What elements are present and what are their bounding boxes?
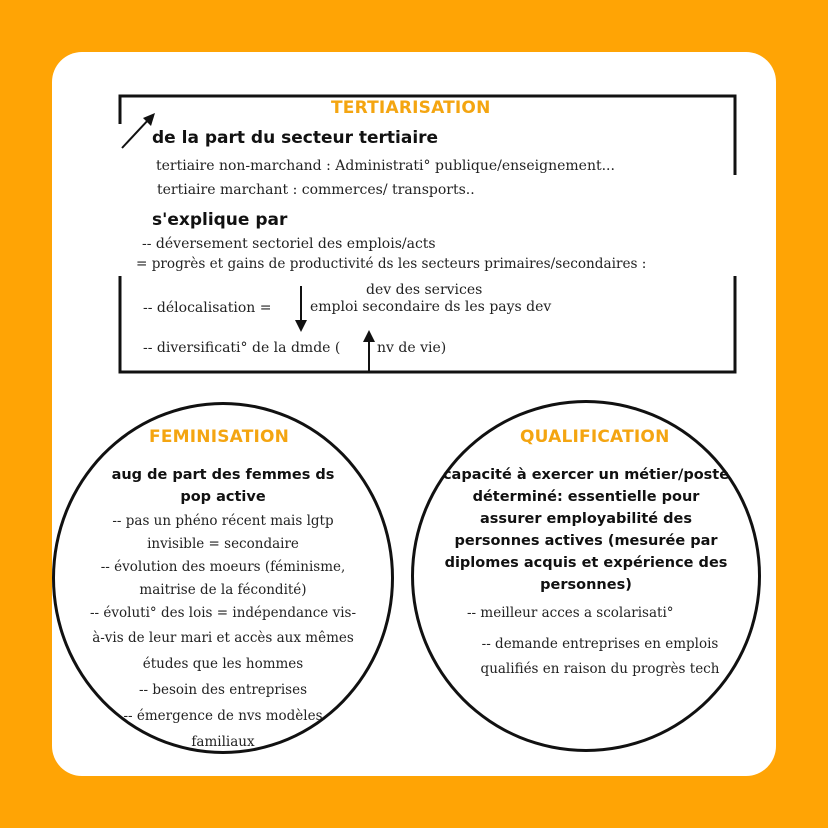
qualification-heading-line: personnes): [540, 577, 632, 593]
list-item: -- émergence de nvs modèles: [123, 708, 323, 724]
tertiarisation-heading: de la part du secteur tertiaire: [152, 128, 439, 148]
cause-deversement: -- déversement sectoriel des emplois/acts: [142, 236, 436, 252]
qualification-heading: [420, 464, 752, 596]
qualification-heading-line: personnes actives (mesurée par: [454, 533, 718, 549]
diversification-label: -- diversificati° de la dmde (: [143, 340, 341, 356]
feminisation-heading: [70, 464, 376, 508]
list-item: études que les hommes: [142, 656, 304, 672]
delocalisation-rest: emploi secondaire ds les pays dev: [310, 299, 552, 315]
rise-arrow-head-icon: [363, 330, 375, 342]
decrease-arrow-head-icon: [295, 320, 307, 332]
qualification-title: QUALIFICATION: [520, 427, 670, 447]
qualification-heading-line: assurer employabilité des: [480, 511, 692, 527]
list-item: -- demande entreprises en emplois: [481, 636, 719, 652]
cause-productivite: = progrès et gains de productivité ds les secteurs primaires/secondaires :: [136, 256, 647, 272]
list-item: -- besoin des entreprises: [138, 682, 308, 698]
list-item: maitrise de la fécondité): [139, 582, 307, 598]
list-item: -- pas un phéno récent mais lgtp: [112, 513, 334, 529]
qualification-heading-line: déterminé: essentielle pour: [472, 489, 700, 505]
feminisation-heading-line: aug de part des femmes ds: [111, 467, 335, 483]
line-tertiaire-non-marchand: tertiaire non-marchand : Administrati° publique/enseignement...: [156, 158, 615, 174]
list-item: invisible = secondaire: [147, 536, 299, 552]
diversification-rest: nv de vie): [377, 340, 447, 356]
qualification-list: [440, 632, 760, 682]
delocalisation-label: -- délocalisation =: [143, 300, 272, 316]
list-item: qualifiés en raison du progrès tech: [480, 661, 720, 677]
increase-arrow-icon: [122, 118, 150, 148]
list-item: à-vis de leur mari et accès aux mêmes: [92, 630, 354, 646]
delocalisation-top: dev des services: [366, 282, 483, 298]
list-item: -- meilleur acces a scolarisati°: [467, 605, 674, 621]
tertiarisation-title: TERTIARISATION: [331, 98, 491, 118]
explique-heading: s'explique par: [152, 210, 288, 230]
list-item: -- évoluti° des lois = indépendance vis-: [89, 605, 357, 621]
line-tertiaire-marchand: tertiaire marchant : commerces/ transports..: [157, 182, 475, 198]
qualification-heading-line: capacité à exercer un métier/poste: [442, 467, 730, 483]
list-item: familiaux: [191, 734, 255, 750]
feminisation-title: FEMINISATION: [149, 427, 290, 447]
list-item: -- évolution des moeurs (féminisme,: [100, 559, 346, 575]
feminisation-heading-line: pop active: [180, 489, 266, 505]
qualification-heading-line: diplomes acquis et expérience des: [444, 555, 728, 571]
feminisation-list: [62, 510, 384, 755]
